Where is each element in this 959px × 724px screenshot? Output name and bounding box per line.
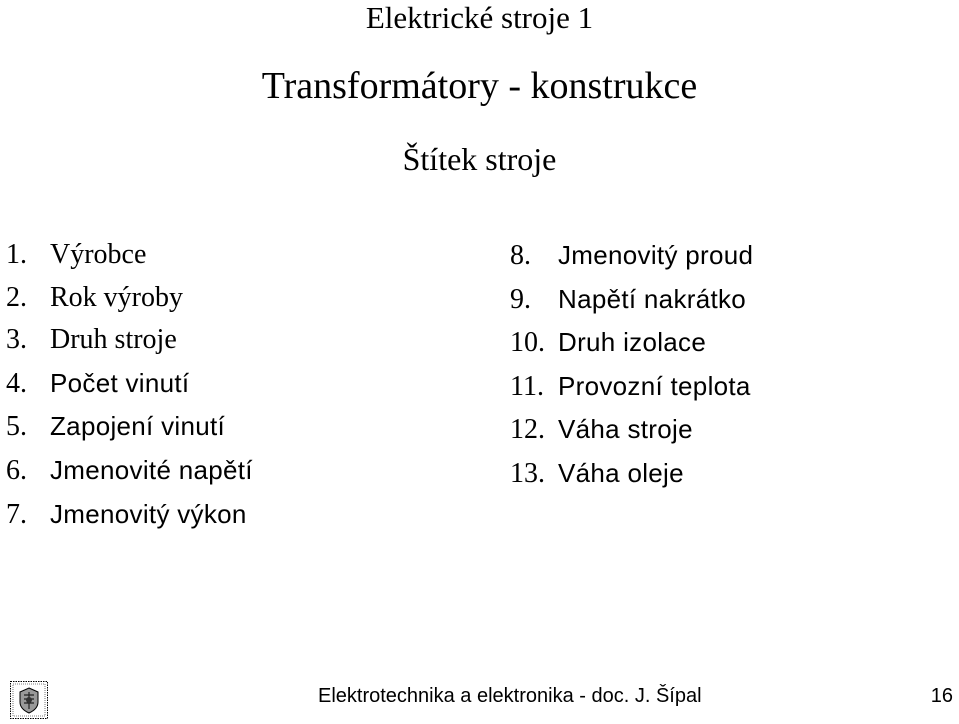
- list-item: [6, 234, 253, 277]
- item-text: Výrobce: [50, 239, 147, 270]
- item-number: 3.: [6, 324, 27, 356]
- item-number: 7.: [6, 498, 27, 530]
- list-item: [510, 408, 753, 452]
- list-item: [510, 452, 753, 496]
- subtitle: Štítek stroje: [402, 141, 557, 177]
- list-item: [6, 362, 253, 406]
- list-item: [510, 278, 753, 322]
- item-number: 13.: [510, 457, 545, 489]
- item-number: 2.: [6, 281, 27, 313]
- item-text: Váha oleje: [558, 457, 684, 488]
- item-number: 12.: [510, 414, 545, 446]
- list-item: [510, 321, 753, 365]
- item-number: 6.: [6, 454, 27, 486]
- item-number: 11.: [510, 370, 544, 402]
- slide-title: Transformátory - konstrukce: [261, 65, 698, 107]
- course-title: Elektrické stroje 1: [365, 0, 594, 35]
- list-item: [6, 277, 253, 320]
- item-text: Zapojení vinutí: [50, 411, 226, 442]
- list-item: [6, 493, 253, 537]
- university-crest-icon: [10, 681, 48, 719]
- list-item: [6, 449, 253, 493]
- item-text: Rok výroby: [50, 281, 183, 313]
- list-item: [510, 234, 753, 278]
- list-item: [6, 319, 253, 362]
- item-number: 9.: [510, 283, 531, 315]
- item-text: Druh izolace: [558, 327, 707, 358]
- item-text: Jmenovité napětí: [50, 454, 253, 485]
- item-text: Napětí nakrátko: [558, 283, 747, 314]
- item-text: Jmenovitý výkon: [50, 498, 247, 529]
- item-number: 10.: [510, 327, 545, 359]
- list-item: [510, 365, 753, 409]
- page-number: 16: [930, 685, 953, 707]
- list-item: [6, 405, 253, 449]
- list-right: [510, 234, 753, 496]
- item-text: Počet vinutí: [50, 367, 190, 398]
- item-text: Druh stroje: [50, 324, 177, 356]
- item-number: 5.: [6, 411, 27, 443]
- footer-text: Elektrotechnika a elektronika - doc. J. Šípal: [318, 685, 702, 707]
- item-text: Provozní teplota: [558, 370, 751, 401]
- item-number: 4.: [6, 367, 27, 399]
- item-text: Jmenovitý proud: [558, 240, 754, 270]
- list-left: [6, 234, 253, 536]
- item-number: 1.: [6, 239, 27, 270]
- item-text: Váha stroje: [558, 414, 693, 445]
- item-number: 8.: [510, 240, 531, 271]
